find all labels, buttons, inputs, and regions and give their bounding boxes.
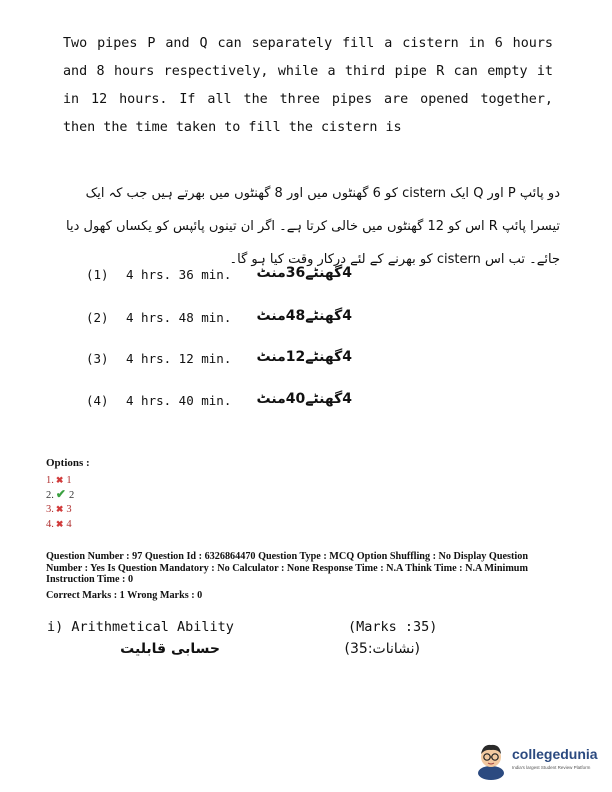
cross-icon: ✖ [55,475,64,485]
option-number: (4) [86,393,109,408]
section-title-urdu: حسابی قابلیت [120,641,220,657]
section-marks-urdu: (نشانات:35) [344,641,420,657]
answer-value: 3 [66,504,72,515]
option-text-urdu: 4گھنٹے48منٹ [256,308,352,324]
brand-logo [474,738,604,782]
options-label: Options : [46,457,90,469]
answer-index: 4. [46,519,54,530]
marks-info: Correct Marks : 1 Wrong Marks : 0 [46,590,203,601]
answer-index: 1. [46,475,54,486]
answer-value: 2 [68,490,75,501]
question-text-urdu: دو پائپ P اور Q ایک cistern کو 6 گھنٹوں میں اور 8 گھنٹوں میں بھرتے ہیں جب کہ ایک تیسرا پائپ R اس کو 12 گھنٹوں میں خالی کرتا ہے۔ اگر ان تینوں پائپس کو یکساں کھول دیا جائے۔ تب اس cistern کو بھرنے کے لئے درکار وقت کیا ہو گا۔ [66,186,560,267]
answer-option-1 [46,474,72,487]
option-number: (2) [86,310,109,325]
answer-value: 4 [66,519,72,530]
answer-index: 3. [46,504,54,515]
check-icon: ✔ [55,487,66,501]
option-1 [86,267,386,287]
option-text-urdu: 4گھنٹے36منٹ [256,265,352,281]
option-text-english: 4 hrs. 48 min. [126,310,232,325]
mascot-icon [474,740,508,780]
section-title-english: i) Arithmetical Ability [47,619,234,635]
option-number: (3) [86,351,109,366]
answer-index: 2. [46,490,54,501]
answer-option-3 [46,503,72,516]
option-3 [86,351,386,371]
option-text-english: 4 hrs. 40 min. [126,393,232,408]
answer-value: 1 [66,475,72,486]
cross-icon: ✖ [55,504,64,514]
answer-option-2 [46,488,74,501]
option-4 [86,393,386,413]
brand-tagline: India's largest Student Review Platform [512,765,591,770]
section-marks-english: (Marks :35) [348,619,438,635]
option-number: (1) [86,267,109,282]
option-text-english: 4 hrs. 12 min. [126,351,232,366]
option-2 [86,310,386,330]
option-text-english: 4 hrs. 36 min. [126,267,232,282]
answer-option-4 [46,518,72,531]
brand-name: collegedunia [512,746,598,762]
option-text-urdu: 4گھنٹے12منٹ [256,349,352,365]
question-text-english: Two pipes P and Q can separately fill a cistern in 6 hours and 8 hours respectively, while a third pipe R can empty it in 12 hours. If all the three pipes are opened together, then the time taken to fill the cistern is [63,36,553,135]
option-text-urdu: 4گھنٹے40منٹ [256,391,352,407]
cross-icon: ✖ [55,519,64,529]
question-metadata: Question Number : 97 Question Id : 6326864470 Question Type : MCQ Option Shuffling : No Display Question Number : Yes Is Question Mandatory : No Calculator : None Response Time : N.A Think Time : N.A Minimum Instruction Time : 0 [46,551,528,585]
